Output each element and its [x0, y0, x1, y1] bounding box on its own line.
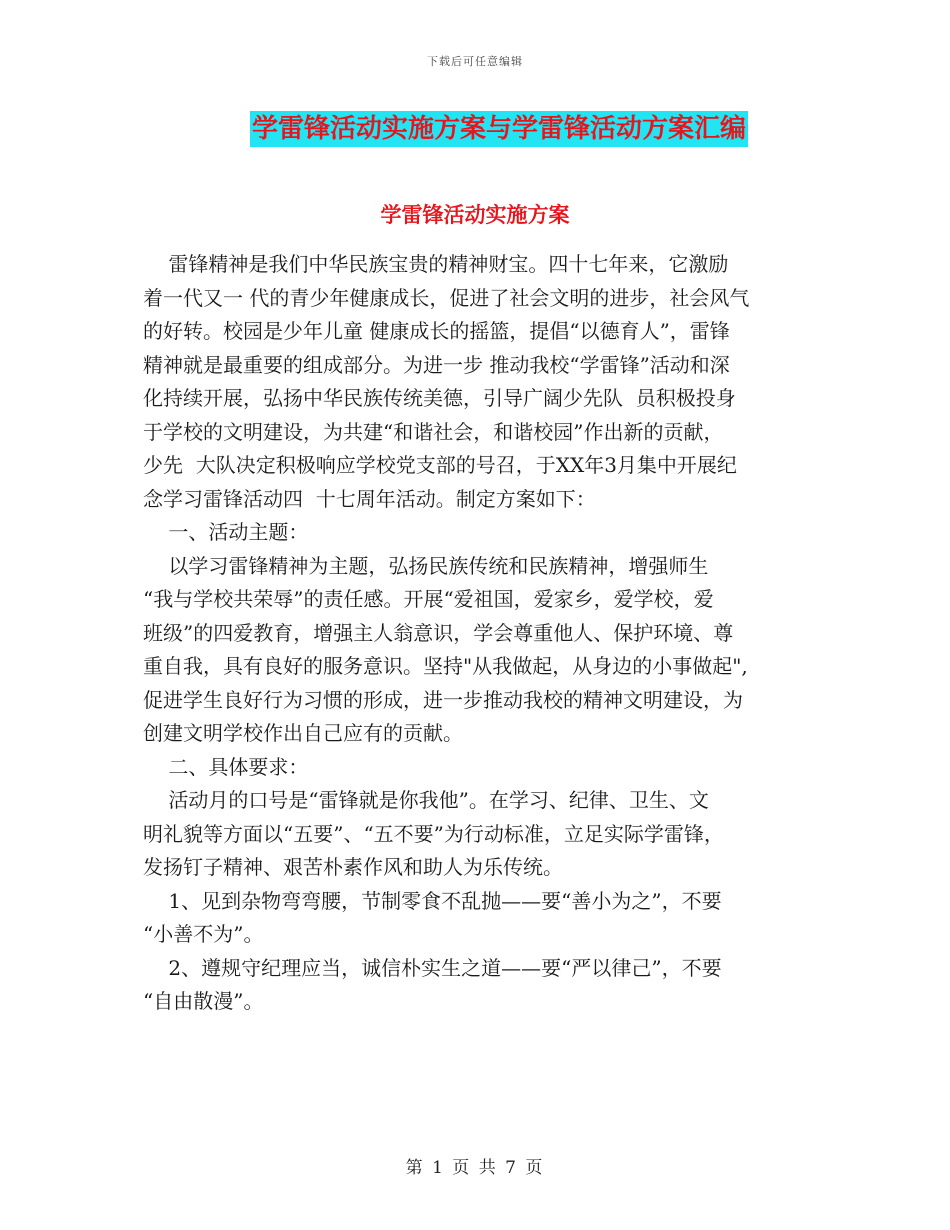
text-line: 精神就是最重要的组成部分。为进一步 推动我校“学雷锋”活动和深: [143, 352, 730, 377]
list-item: 1、见到杂物弯弯腰，节制零食不乱抛——要“善小为之”，不要: [143, 888, 722, 913]
page-footer: 第 1 页 共 7 页: [405, 1158, 545, 1178]
text-line: “小善不为”。: [143, 922, 264, 946]
text-line: 以学习雷锋精神为主题，弘扬民族传统和民族精神，增强师生: [143, 553, 709, 578]
text-line: 重自我，具有良好的服务意识。坚持"从我做起，从身边的小事做起",: [143, 654, 748, 678]
section-title: 学雷锋活动实施方案: [380, 203, 570, 227]
text-line: 促进学生良好行为习惯的形成，进一步推动我校的精神文明建设，为: [143, 687, 743, 712]
body-text: [143, 248, 813, 1019]
heading-activity-theme: 一、活动主题：: [143, 520, 309, 544]
text-line: 着一代又一 代的青少年健康成长，促进了社会文明的进步，社会风气: [143, 285, 750, 310]
text-line: “自由散漫”。: [143, 989, 264, 1013]
text-line: 明礼貌等方面以“五要”、“五不要”为行动标准，立足实际学雷锋，: [143, 821, 724, 846]
text-line: 活动月的口号是“雷锋就是你我他”。在学习、纪律、卫生、文: [143, 788, 709, 812]
document-title: 学雷锋活动实施方案与学雷锋活动方案汇编: [250, 111, 748, 147]
text-line: 化持续开展，弘扬中华民族传统美德，引导广阔少先队 员积极投身: [143, 386, 736, 410]
text-line: 的好转。校园是少年儿童 健康成长的摇篮，提倡“以德育人”，雷锋: [143, 319, 730, 343]
list-item: 2、遵规守纪理应当，诚信朴实生之道——要“严以律己”，不要: [143, 955, 722, 980]
text-line: 发扬钉子精神、艰苦朴素作风和助人为乐传统。: [143, 855, 563, 879]
document-title-wrap: [0, 111, 950, 147]
heading-requirements: 二、具体要求：: [143, 754, 309, 779]
text-line: 创建文明学校作出自己应有的贡献。: [143, 721, 463, 745]
header-note: 下载后可任意编辑: [427, 55, 523, 68]
text-line: 班级”的四爱教育，增强主人翁意识，学会尊重他人、保护环境、尊: [143, 620, 734, 645]
text-line: 少先 大队决定积极响应学校党支部的号召，于XX年3月集中开展纪: [143, 453, 737, 477]
text-line: 于学校的文明建设，为共建“和谐社会，和谐校园”作出新的贡献，: [143, 419, 724, 444]
text-line: “我与学校共荣辱”的责任感。开展“爱祖国，爱家乡，爱学校，爱: [143, 587, 714, 611]
text-line: 雷锋精神是我们中华民族宝贵的精神财宝。四十七年来，它激励: [143, 252, 729, 276]
text-line: 念学习雷锋活动四 十七周年活动。制定方案如下：: [143, 486, 596, 511]
